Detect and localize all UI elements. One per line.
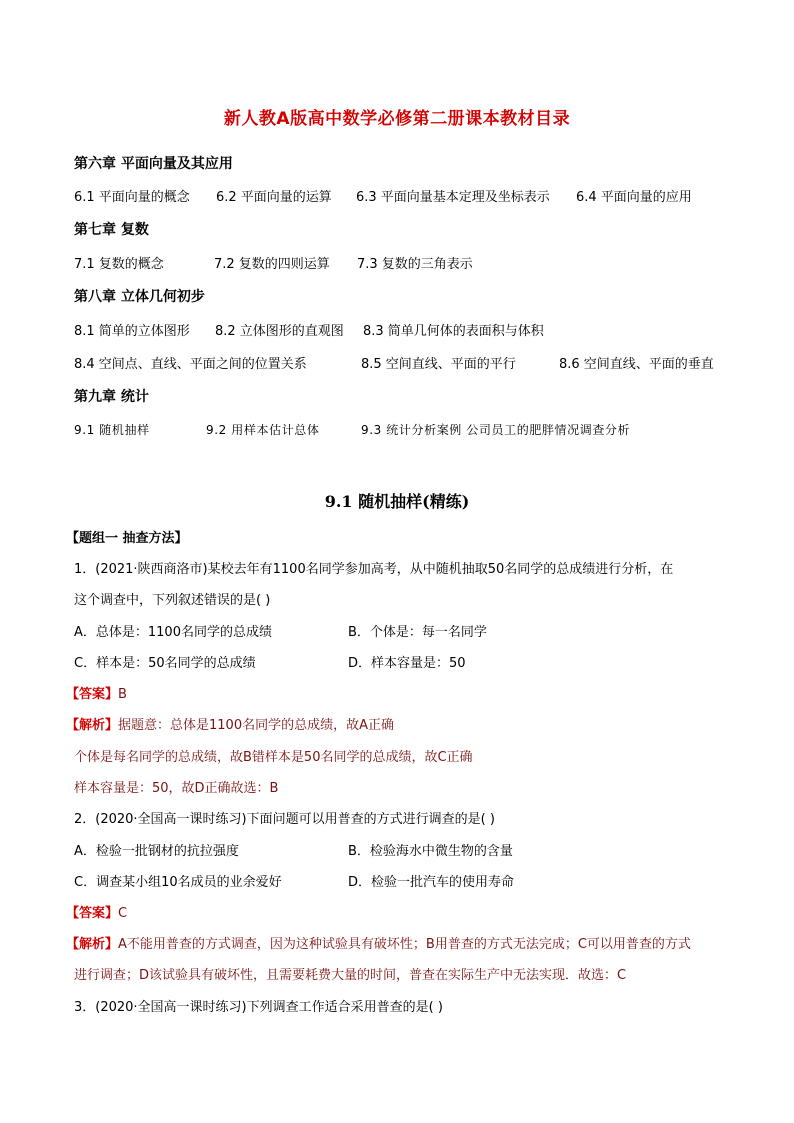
toc-item-8-3: 8.3 简单几何体的表面积与体积	[363, 324, 544, 339]
analysis-tag: 【解析】	[66, 718, 119, 733]
q2-option-c: C．调查某小组10名成员的业余爱好	[74, 875, 282, 890]
q1-option-c: C．样本是：50名同学的总成绩	[74, 656, 256, 671]
toc-item-6-3: 6.3 平面向量基本定理及坐标表示	[356, 190, 550, 205]
toc-item-7-2: 7.2 复数的四则运算	[214, 257, 330, 272]
q1-analysis-line-1	[66, 714, 394, 733]
q1-stem-line-1: 1．(2021·陕西商洛市)某校去年有1100名同学参加高考，从中随机抽取50名同学的总成绩进行分析，在	[74, 562, 674, 577]
answer-value: B	[118, 687, 127, 702]
analysis-text: A不能用普查的方式调查，因为这种试验具有破坏性；B用普查的方式无法完成；C可以用普查的方式	[118, 937, 691, 952]
answer-value: C	[118, 906, 128, 921]
toc-item-8-2: 8.2 立体图形的直观图	[215, 324, 344, 339]
q3-stem: 3．(2020·全国高一课时练习)下列调查工作适合采用普查的是( )	[74, 1000, 443, 1015]
q1-option-b: B．个体是：每一名同学	[348, 625, 487, 640]
q1-option-a: A．总体是：1100名同学的总成绩	[74, 625, 272, 640]
toc-item-8-1: 8.1 简单的立体图形	[74, 324, 190, 339]
lesson-title: 9.1 随机抽样(精练)	[324, 492, 470, 511]
toc-item-7-1: 7.1 复数的概念	[74, 257, 164, 272]
analysis-text: 据题意：总体是1100名同学的总成绩，故A正确	[118, 718, 394, 733]
q2-option-d: D．检验一批汽车的使用寿命	[348, 875, 515, 890]
toc-item-6-1: 6.1 平面向量的概念	[74, 190, 190, 205]
answer-tag: 【答案】	[66, 687, 119, 702]
q1-stem-line-2: 这个调查中，下列叙述错误的是( )	[74, 593, 271, 608]
toc-item-9-3: 9.3 统计分析案例 公司员工的肥胖情况调查分析	[361, 423, 631, 437]
group-heading: 【题组一 抽查方法】	[66, 531, 188, 546]
q2-analysis-line-1	[66, 933, 691, 952]
q2-stem: 2．(2020·全国高一课时练习)下面问题可以用普查的方式进行调查的是( )	[74, 812, 495, 827]
toc-item-8-4: 8.4 空间点、直线、平面之间的位置关系	[74, 357, 307, 372]
page-title: 新人教A版高中数学必修第二册课本教材目录	[223, 109, 571, 129]
chapter-9-heading: 第九章 统计	[74, 389, 149, 405]
toc-item-9-1: 9.1 随机抽样	[74, 423, 150, 437]
toc-item-8-5: 8.5 空间直线、平面的平行	[361, 357, 516, 372]
q2-answer	[66, 902, 127, 921]
q2-option-a: A．检验一批钢材的抗拉强度	[74, 844, 239, 859]
chapter-7-heading: 第七章 复数	[74, 222, 149, 238]
q1-analysis-line-2: 个体是每名同学的总成绩，故B错样本是50名同学的总成绩，故C正确	[74, 750, 473, 765]
q2-option-b: B．检验海水中微生物的含量	[348, 844, 513, 859]
q1-analysis-line-3: 样本容量是：50，故D正确故选：B	[74, 781, 279, 796]
q1-option-d: D．样本容量是：50	[348, 656, 466, 671]
toc-item-6-2: 6.2 平面向量的运算	[216, 190, 332, 205]
toc-item-6-4: 6.4 平面向量的应用	[576, 190, 692, 205]
toc-item-7-3: 7.3 复数的三角表示	[357, 257, 473, 272]
toc-item-8-6: 8.6 空间直线、平面的垂直	[559, 357, 714, 372]
toc-item-9-2: 9.2 用样本估计总体	[206, 423, 320, 437]
analysis-tag: 【解析】	[66, 937, 119, 952]
chapter-8-heading: 第八章 立体几何初步	[74, 289, 205, 305]
q2-analysis-line-2: 进行调查；D该试验具有破坏性，且需要耗费大量的时间，普查在实际生产中无法实现．故选：C	[74, 968, 627, 983]
chapter-6-heading: 第六章 平面向量及其应用	[74, 156, 233, 172]
q1-answer	[66, 683, 127, 702]
answer-tag: 【答案】	[66, 906, 119, 921]
